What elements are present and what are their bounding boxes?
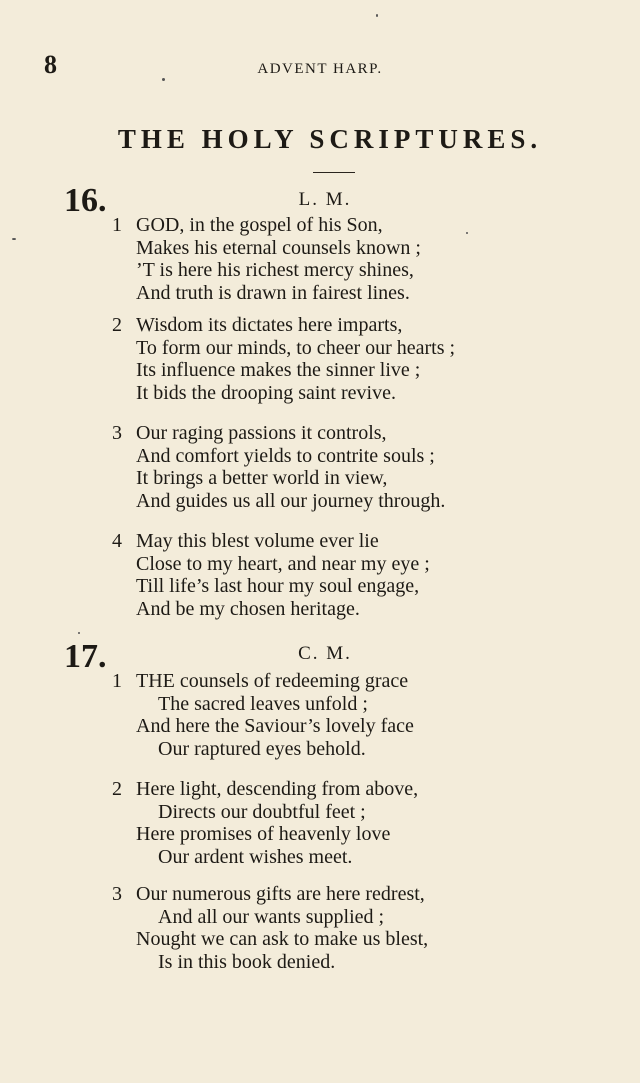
verse-text: Close to my heart, and near my eye ; [136,552,430,575]
verse-line [0,693,640,716]
verse-line [0,575,640,598]
verse-line [0,928,640,951]
verse-text: And all our wants supplied ; [158,905,385,928]
stanza [0,422,640,512]
verse-line [0,337,640,360]
verse-line [0,214,640,237]
verse-text: Nought we can ask to make us blest, [136,928,429,950]
verse-text: Makes his eternal counsels known ; [136,236,421,259]
verse-text: Wisdom its dictates here imparts, [136,314,403,336]
verse-text: Our raptured eyes behold. [158,737,366,760]
verse-line [0,778,640,801]
verse-text: And be my chosen heritage. [136,597,360,620]
print-speck [12,238,16,240]
verse-text: Here promises of heavenly love [136,823,391,845]
verse-text: Is in this book denied. [158,950,336,973]
verse-text: Till life’s last hour my soul engage, [136,575,420,597]
verse-text: It brings a better world in view, [136,467,388,489]
verse-text: Our raging passions it controls, [136,422,387,444]
verse-number: 3 [112,422,122,444]
verse-text: Directs our doubtful feet ; [158,800,366,823]
verse-number: 4 [112,530,122,552]
print-speck [466,232,468,234]
verse-text: It bids the drooping saint revive. [136,381,396,404]
verse-text: Here light, descending from above, [136,778,419,800]
hymn-number: 17. [64,638,107,675]
stanza [0,883,640,973]
verse-line [0,670,640,693]
stanza [0,314,640,404]
verse-number: 1 [112,214,122,236]
print-speck [162,78,165,81]
verse-text: The sacred leaves unfold ; [158,692,368,715]
verse-line [0,846,640,869]
verse-text: THE counsels of redeeming grace [136,670,409,692]
verse-line [0,738,640,761]
verse-line [0,883,640,906]
verse-text: And here the Saviour’s lovely face [136,715,414,737]
verse-text: To form our minds, to cheer our hearts ; [136,336,456,359]
section-title: THE HOLY SCRIPTURES. [117,124,543,154]
verse-text: And comfort yields to contrite souls ; [136,444,435,467]
verse-line [0,801,640,824]
verse-line [0,282,640,305]
verse-line [0,715,640,738]
verse-line [0,259,640,282]
verse-number: 2 [112,778,122,800]
verse-line [0,823,640,846]
verse-line [0,530,640,553]
verse-line [0,598,640,621]
verse-line [0,445,640,468]
verse-line [0,382,640,405]
verse-line [0,422,640,445]
verse-number: 1 [112,670,122,692]
verse-text: Our ardent wishes meet. [158,845,353,868]
verse-number: 3 [112,883,122,905]
stanza [0,214,640,304]
stanza [0,778,640,868]
verse-text: GOD, in the gospel of his Son, [136,214,383,236]
verse-line [0,490,640,513]
print-speck [78,632,80,634]
hymn-meter: L. M. [298,189,352,210]
verse-text: Our numerous gifts are here redrest, [136,883,425,905]
title-rule [313,172,355,173]
verse-line [0,467,640,490]
verse-line [0,906,640,929]
verse-line [0,237,640,260]
verse-text: And guides us all our journey through. [136,489,446,512]
verse-text: ’T is here his richest mercy shines, [136,259,414,281]
stanza [0,670,640,760]
verse-text: May this blest volume ever lie [136,530,379,552]
verse-line [0,314,640,337]
verse-text: And truth is drawn in fairest lines. [136,281,410,304]
hymn-number: 16. [64,182,107,219]
verse-text: Its influence makes the sinner live ; [136,359,421,381]
page-number: 8 [44,50,57,79]
print-speck [376,14,378,17]
verse-line [0,359,640,382]
running-head: ADVENT HARP. [257,61,383,77]
stanza [0,530,640,620]
hymn-meter: C. M. [298,643,352,664]
verse-line [0,553,640,576]
verse-line [0,951,640,974]
verse-number: 2 [112,314,122,336]
